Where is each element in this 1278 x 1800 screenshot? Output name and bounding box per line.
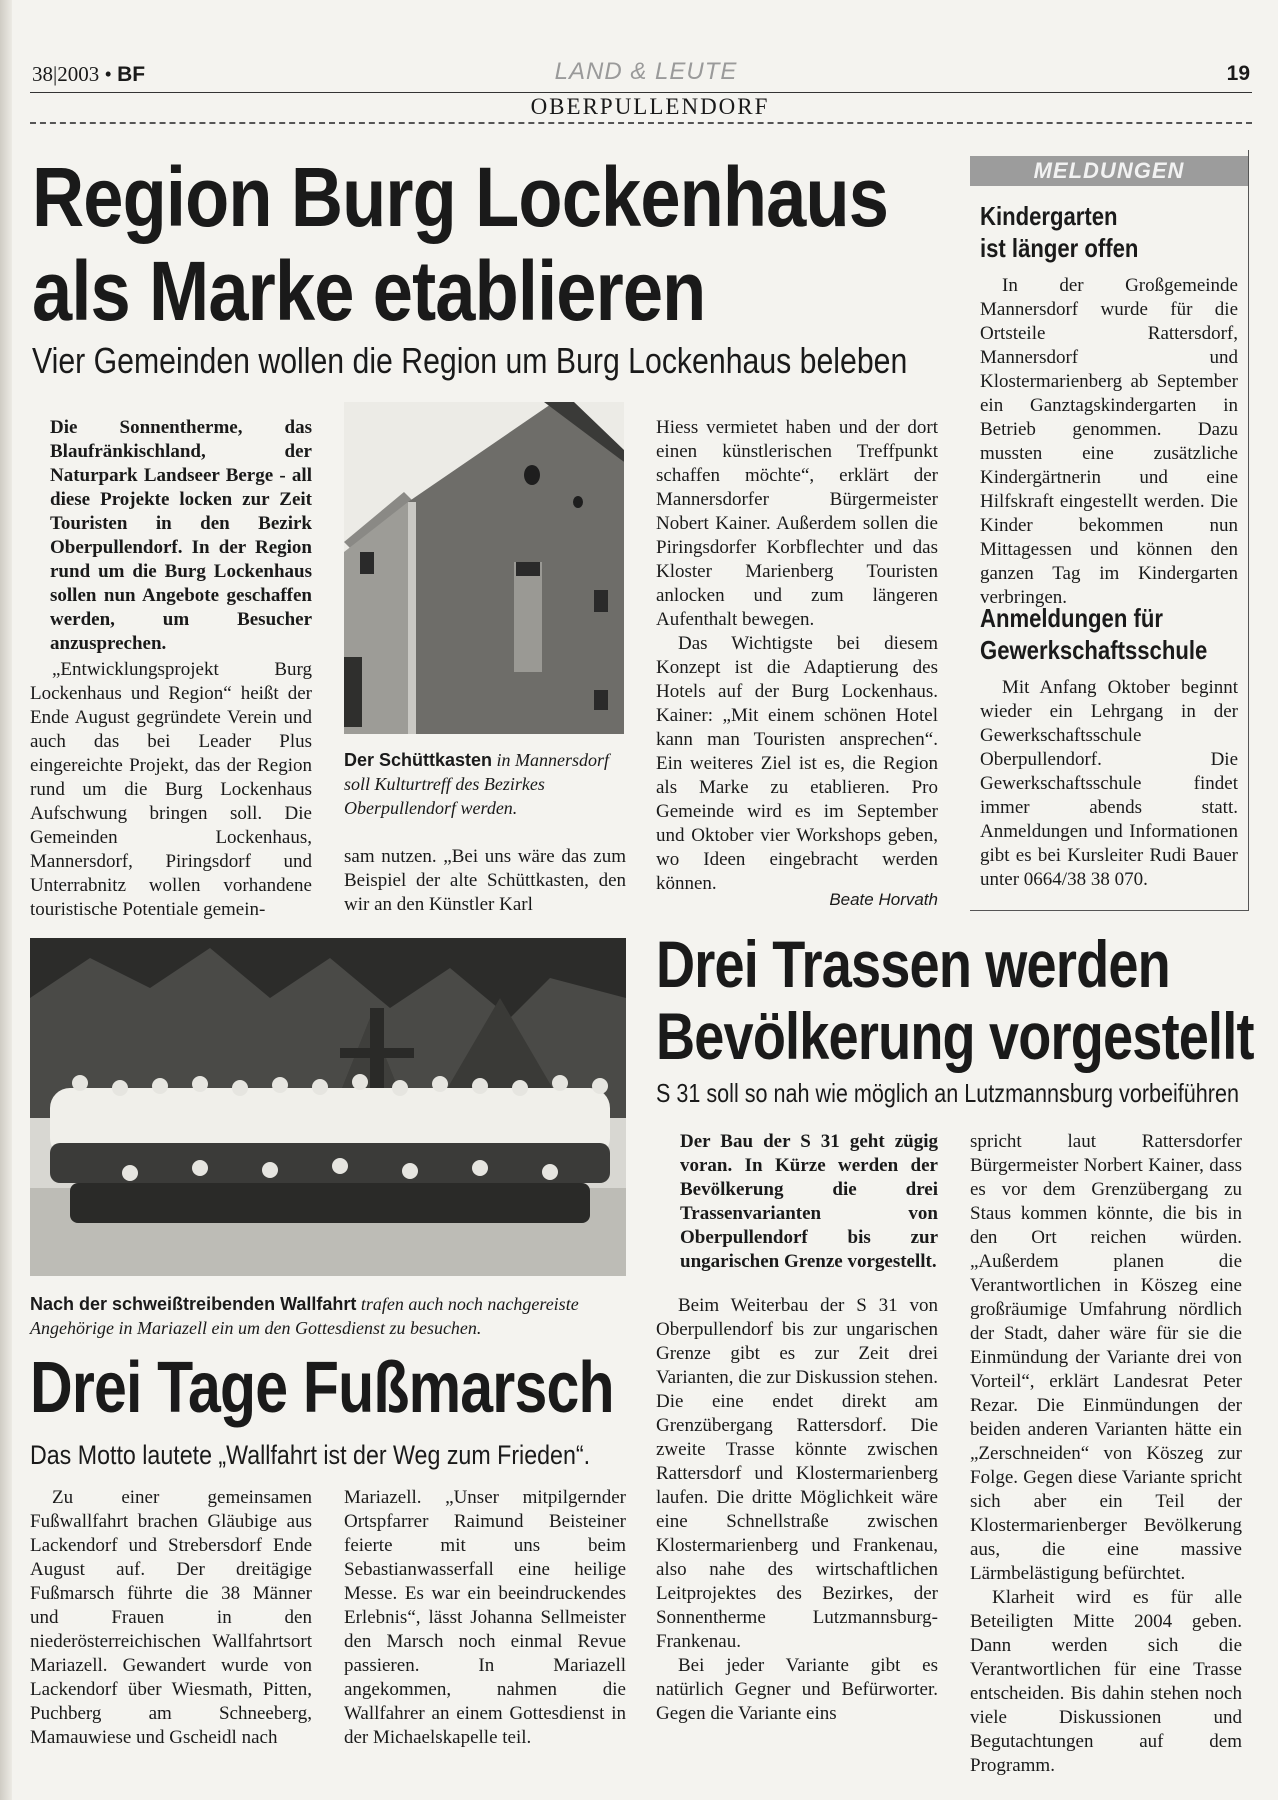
schuettkasten-photo (344, 402, 624, 734)
sidebar-item1-text: In der Großgemeinde Mannersdorf wurde für die Ortsteile Rattersdorf, Mannersdorf und Klostermarienberg ab September ein Ganztagskindergarten in Betrieb genommen. Dazu mussten eine zusätzliche Kindergärtnerin und eine Hilfskraft eingestellt werden. Die Kinder bekommen nun Mittagessen und können den ganzen Tag im Kindergarten verbringen. (980, 275, 1238, 608)
main-col2-body: sam nutzen. „Bei uns wäre das zum Beispiel der alte Schüttkasten, den wir an den Künstler Karl (344, 846, 626, 915)
author-byline: Beate Horvath (829, 890, 938, 909)
s31-headline: Drei Trassen werden Bevölkerung vorgestellt (656, 927, 1254, 1073)
main-headline: Region Burg Lockenhaus als Marke etablieren (32, 150, 889, 338)
page-spine (0, 0, 12, 1800)
s31-col2: spricht laut Rattersdorfer Bürgermeister Norbert Kainer, dass es vor dem Grenzübergang zu Staus kommen könnte, die bis in den Ort reichen würden. „Außerdem planen die Verantwortlichen in Köszeg eine großräumige Umfahrung nördlich der Stadt, daher wäre für sie die Einmündung der Variante drei von Vorteil“, erklärt Landesrat Peter Rezar. Die Einmündungen der beiden anderen Varianten hätte ein „Zerschneiden“ von Köszeg zur Folge. Gegen diese Variante spricht sich aber ein Teil der Klostermarienberger Bevölkerung aus, die eine massive Lärmbelästigung befürchtet. Klarheit wird es für alle Beteiligten Mitte 2004 geben. Dann werden sich die Verantwortlichen für eine Trasse entscheiden. Bis dahin stehen noch viele Diskussionen und Begutachtungen auf dem Programm. (970, 1131, 1242, 1776)
pilgrimage-headline: Drei Tage Fußmarsch (30, 1348, 614, 1428)
s31-col1: Beim Weiterbau der S 31 von Oberpullendorf bis zur ungarischen Grenze gibt es zur Zeit drei Varianten, die zur Diskussion stehen. Die eine endet direkt am Grenzübergang Rattersdorf. Die zweite Trasse könnte zwischen Rattersdorf und Klostermarienberg laufen. Die dritte Möglichkeit wäre eine Schnellstraße zwischen Klostermarienberg und Frankenau, also nahe des wirtschaftlichen Leitprojektes des Bezirkes, der Sonnentherme Lutzmannsburg-Frankenau. Bei jeder Variante gibt es natürlich Gegner und Befürworter. Gegen die Variante eins (656, 1295, 938, 1724)
region-label: OBERPULLENDORF (480, 94, 820, 120)
section-title: LAND & LEUTE (554, 58, 738, 85)
sidebar-item2-text: Mit Anfang Oktober beginnt wieder ein Lehrgang in der Gewerkschaftsschule Oberpullendorf. Die Gewerkschaftsschule findet immer abends statt. Anmeldungen und Informationen gibt es bei Kursleiter Rudi Bauer unter 0664/38 38 070. (980, 677, 1238, 890)
pilgrimage-col2: Mariazell. „Unser mitpilgernder Ortspfarrer Raimund Beisteiner feierte mit uns beim Sebastianwasserfall eine heilige Messe. Es war ein beeindruckendes Erlebnis“, lässt Johanna Sellmeister den Marsch noch einmal Revue passieren. In Mariazell angekommen, nahmen die Wallfahrer an einem Gottesdienst in der Michaelskapelle teil. (344, 1487, 626, 1748)
schuettkasten-caption: Der Schüttkasten in Mannersdorf soll Kulturtreff des Bezirkes Oberpullendorf werden. (344, 750, 610, 818)
s31-subheadline: S 31 soll so nah wie möglich an Lutzmannsburg vorbeiführen (656, 1078, 1239, 1108)
main-subheadline: Vier Gemeinden wollen die Region um Burg Lockenhaus beleben (32, 340, 908, 381)
s31-lead: Der Bau der S 31 geht zügig voran. In Kürze werden der Bevölkerung die drei Trassenvarianten von Oberpullendorf bis zur ungarischen Grenze vorgestellt. (680, 1131, 938, 1272)
pilgrimage-caption: Nach der schweißtreibenden Wallfahrt trafen auch noch nachgereiste Angehörige in Mariazell ein um den Gottesdienst zu besuchen. (30, 1294, 579, 1338)
main-col1-body: „Entwicklungsprojekt Burg Lockenhaus und Region“ heißt der Ende August gegründete Verein und auch das bei Leader Plus eingereichte Projekt, das der Region rund um die Burg Lockenhaus Aufschwung bringen soll. Die Gemeinden Lockenhaus, Mannersdorf, Piringsdorf und Unterrabnitz wollen vorhandene touristische Potentiale gemein- (30, 659, 312, 920)
header-rule (30, 92, 1252, 93)
sidebar-item1-title: Kindergarten ist länger offen (980, 201, 1139, 263)
header-dashed-rule (30, 122, 1252, 124)
pilgrimage-subheadline: Das Motto lautete „Wallfahrt ist der Weg zum Frieden“. (30, 1440, 591, 1470)
pilgrimage-group-photo (30, 938, 626, 1276)
paper-logo: BF (117, 63, 146, 86)
sidebar-banner: MELDUNGEN (970, 156, 1248, 186)
main-col3-body: Hiess vermietet haben und der dort einen künstlerischen Treffpunkt schaffen möchte“, erklärt der Mannersdorfer Bürgermeister Nobert Kainer. Außerdem sollen die Piringsdorfer Korbflechter und das Kloster Marienberg Touristen anlocken und zum längeren Aufenthalt bewegen. Das Wichtigste bei diesem Konzept ist die Adaptierung des Hotels auf der Burg Lockenhaus. Kainer: „Mit einem schönen Hotel kann man Touristen ansprechen“. Ein weiteres Ziel ist es, die Region als Marke zu etablieren. Pro Gemeinde wird es im September und Oktober vier Workshops geben, wo Ideen eingebracht werden können. (656, 417, 938, 894)
sidebar-item2-title: Anmeldungen für Gewerkschaftsschule (980, 603, 1208, 665)
pilgrimage-col1: Zu einer gemeinsamen Fußwallfahrt brachen Gläubige aus Lackendorf und Strebersdorf Ende August auf. Der dreitägige Fußmarsch führte die 38 Männer und Frauen in den niederösterreichischen Wallfahrtsort Mariazell. Gewandert wurde von Lackendorf über Wiesmath, Pitten, Puchberg am Schneeberg, Mamauwiese und Gscheidl nach (30, 1487, 312, 1748)
issue-number: 38|2003 • BF (32, 62, 146, 86)
page-number: 19 (1226, 62, 1250, 85)
main-lead: Die Sonnentherme, das Blaufränkischland, der Naturpark Landseer Berge - all diese Projekte locken zur Zeit Touristen in den Bezirk Oberpullendorf. In der Region rund um die Burg Lockenhaus sollen nun Angebote geschaffen werden, um Besucher anzusprechen. (50, 417, 312, 654)
